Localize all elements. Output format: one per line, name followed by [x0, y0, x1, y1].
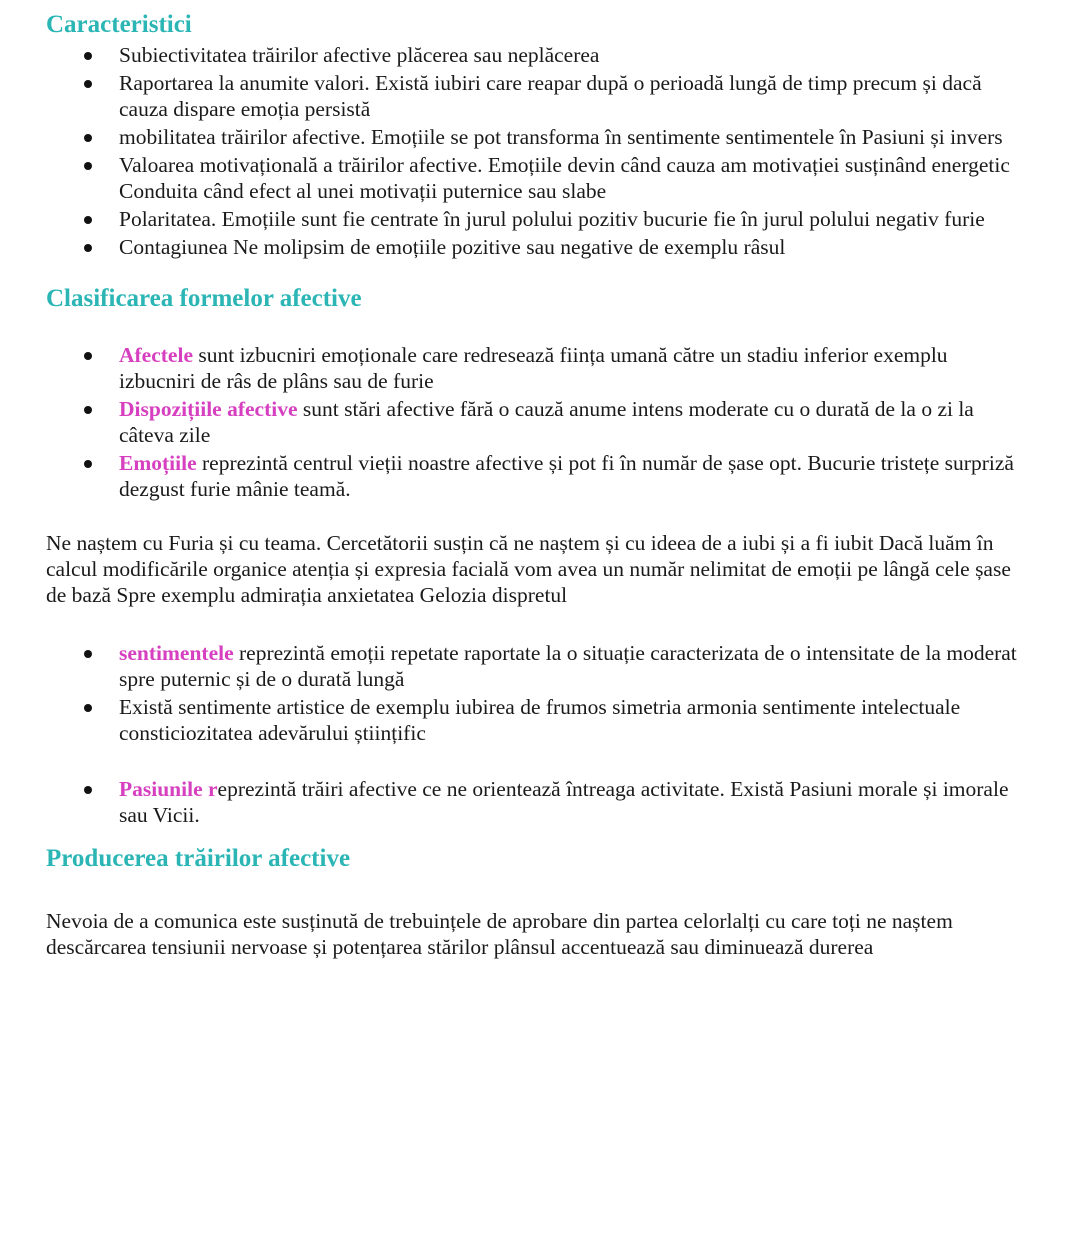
bullet-icon [84, 162, 92, 170]
bullet-icon [84, 650, 92, 658]
bullet-icon [84, 704, 92, 712]
list-item: Dispozițiile afective sunt stări afective fără o cauză anume intens moderate cu o durată de la o zi la câteva zile [46, 396, 1020, 448]
bullet-icon [84, 216, 92, 224]
list-item: mobilitatea trăirilor afective. Emoțiile se pot transforma în sentimente sentimentele în Pasiuni și invers [46, 124, 1020, 150]
section-title-caracteristici: Caracteristici [46, 11, 192, 38]
bullet-icon [84, 352, 92, 360]
pasiuni-list [46, 776, 1020, 828]
list-item: sentimentele reprezintă emoții repetate raportate la o situație caracterizata de o intensitate de la moderat spre puternic și de o durată lungă [46, 640, 1020, 692]
list-item: Subiectivitatea trăirilor afective plăcerea sau neplăcerea [46, 42, 1020, 68]
bullet-icon [84, 52, 92, 60]
bullet-icon [84, 244, 92, 252]
term-emotiile: Emoțiile [119, 451, 197, 475]
list-item: Valoarea motivațională a trăirilor afective. Emoțiile devin când cauza am motivației susținând energetic Conduita când efect al unei motivații puternice sau slabe [46, 152, 1020, 204]
list-item: Contagiunea Ne molipsim de emoțiile pozitive sau negative de exemplu râsul [46, 234, 1020, 260]
section-title-clasificarea: Clasificarea formelor afective [46, 285, 362, 312]
list-item: Raportarea la anumite valori. Există iubiri care reapar după o perioadă lungă de timp precum și dacă cauza dispare emoția persistă [46, 70, 1020, 122]
term-dispozitiile: Dispozițiile afective [119, 397, 298, 421]
sentimente-list [46, 640, 1020, 746]
term-pasiunile: Pasiunile r [119, 777, 218, 801]
term-afectele: Afectele [119, 343, 193, 367]
list-item: Pasiunile reprezintă trăiri afective ce ne orientează întreaga activitate. Există Pasiuni morale și imorale sau Vicii. [46, 776, 1020, 828]
list-item: Emoțiile reprezintă centrul vieții noastre afective și pot fi în număr de șase opt. Bucurie tristețe surpriză dezgust furie mânie teamă. [46, 450, 1020, 502]
bullet-icon [84, 80, 92, 88]
paragraph-emotii: Ne naștem cu Furia și cu teama. Cercetătorii susțin că ne naștem și cu ideea de a iubi și a fi iubit Dacă luăm în calcul modificările organice atenția și expresia facială vom avea un număr nelimitat de emoții pe lângă cele șase de bază Spre exemplu admirația anxietatea Gelozia dispretul [46, 531, 1011, 607]
list-item: Polaritatea. Emoțiile sunt fie centrate în jurul polului pozitiv bucurie fie în jurul polului negativ furie [46, 206, 1020, 232]
bullet-icon [84, 134, 92, 142]
caracteristici-list [46, 42, 1020, 260]
bullet-icon [84, 786, 92, 794]
term-sentimentele: sentimentele [119, 641, 234, 665]
bullet-icon [84, 460, 92, 468]
paragraph-producerea: Nevoia de a comunica este susținută de trebuințele de aprobare din partea celorlalți cu care toți ne naștem descărcarea tensiunii nervoase și potențarea stărilor plânsul accentuează sau diminuează durerea [46, 909, 953, 959]
clasificarea-list [46, 342, 1020, 502]
section-title-producerea: Producerea trăirilor afective [46, 845, 351, 872]
list-item: Afectele sunt izbucniri emoționale care redresează ființa umană către un stadiu inferior exemplu izbucniri de râs de plâns sau de furie [46, 342, 1020, 394]
list-item: Există sentimente artistice de exemplu iubirea de frumos simetria armonia sentimente intelectuale consticiozitatea adevărului științific [46, 694, 1020, 746]
bullet-icon [84, 406, 92, 414]
